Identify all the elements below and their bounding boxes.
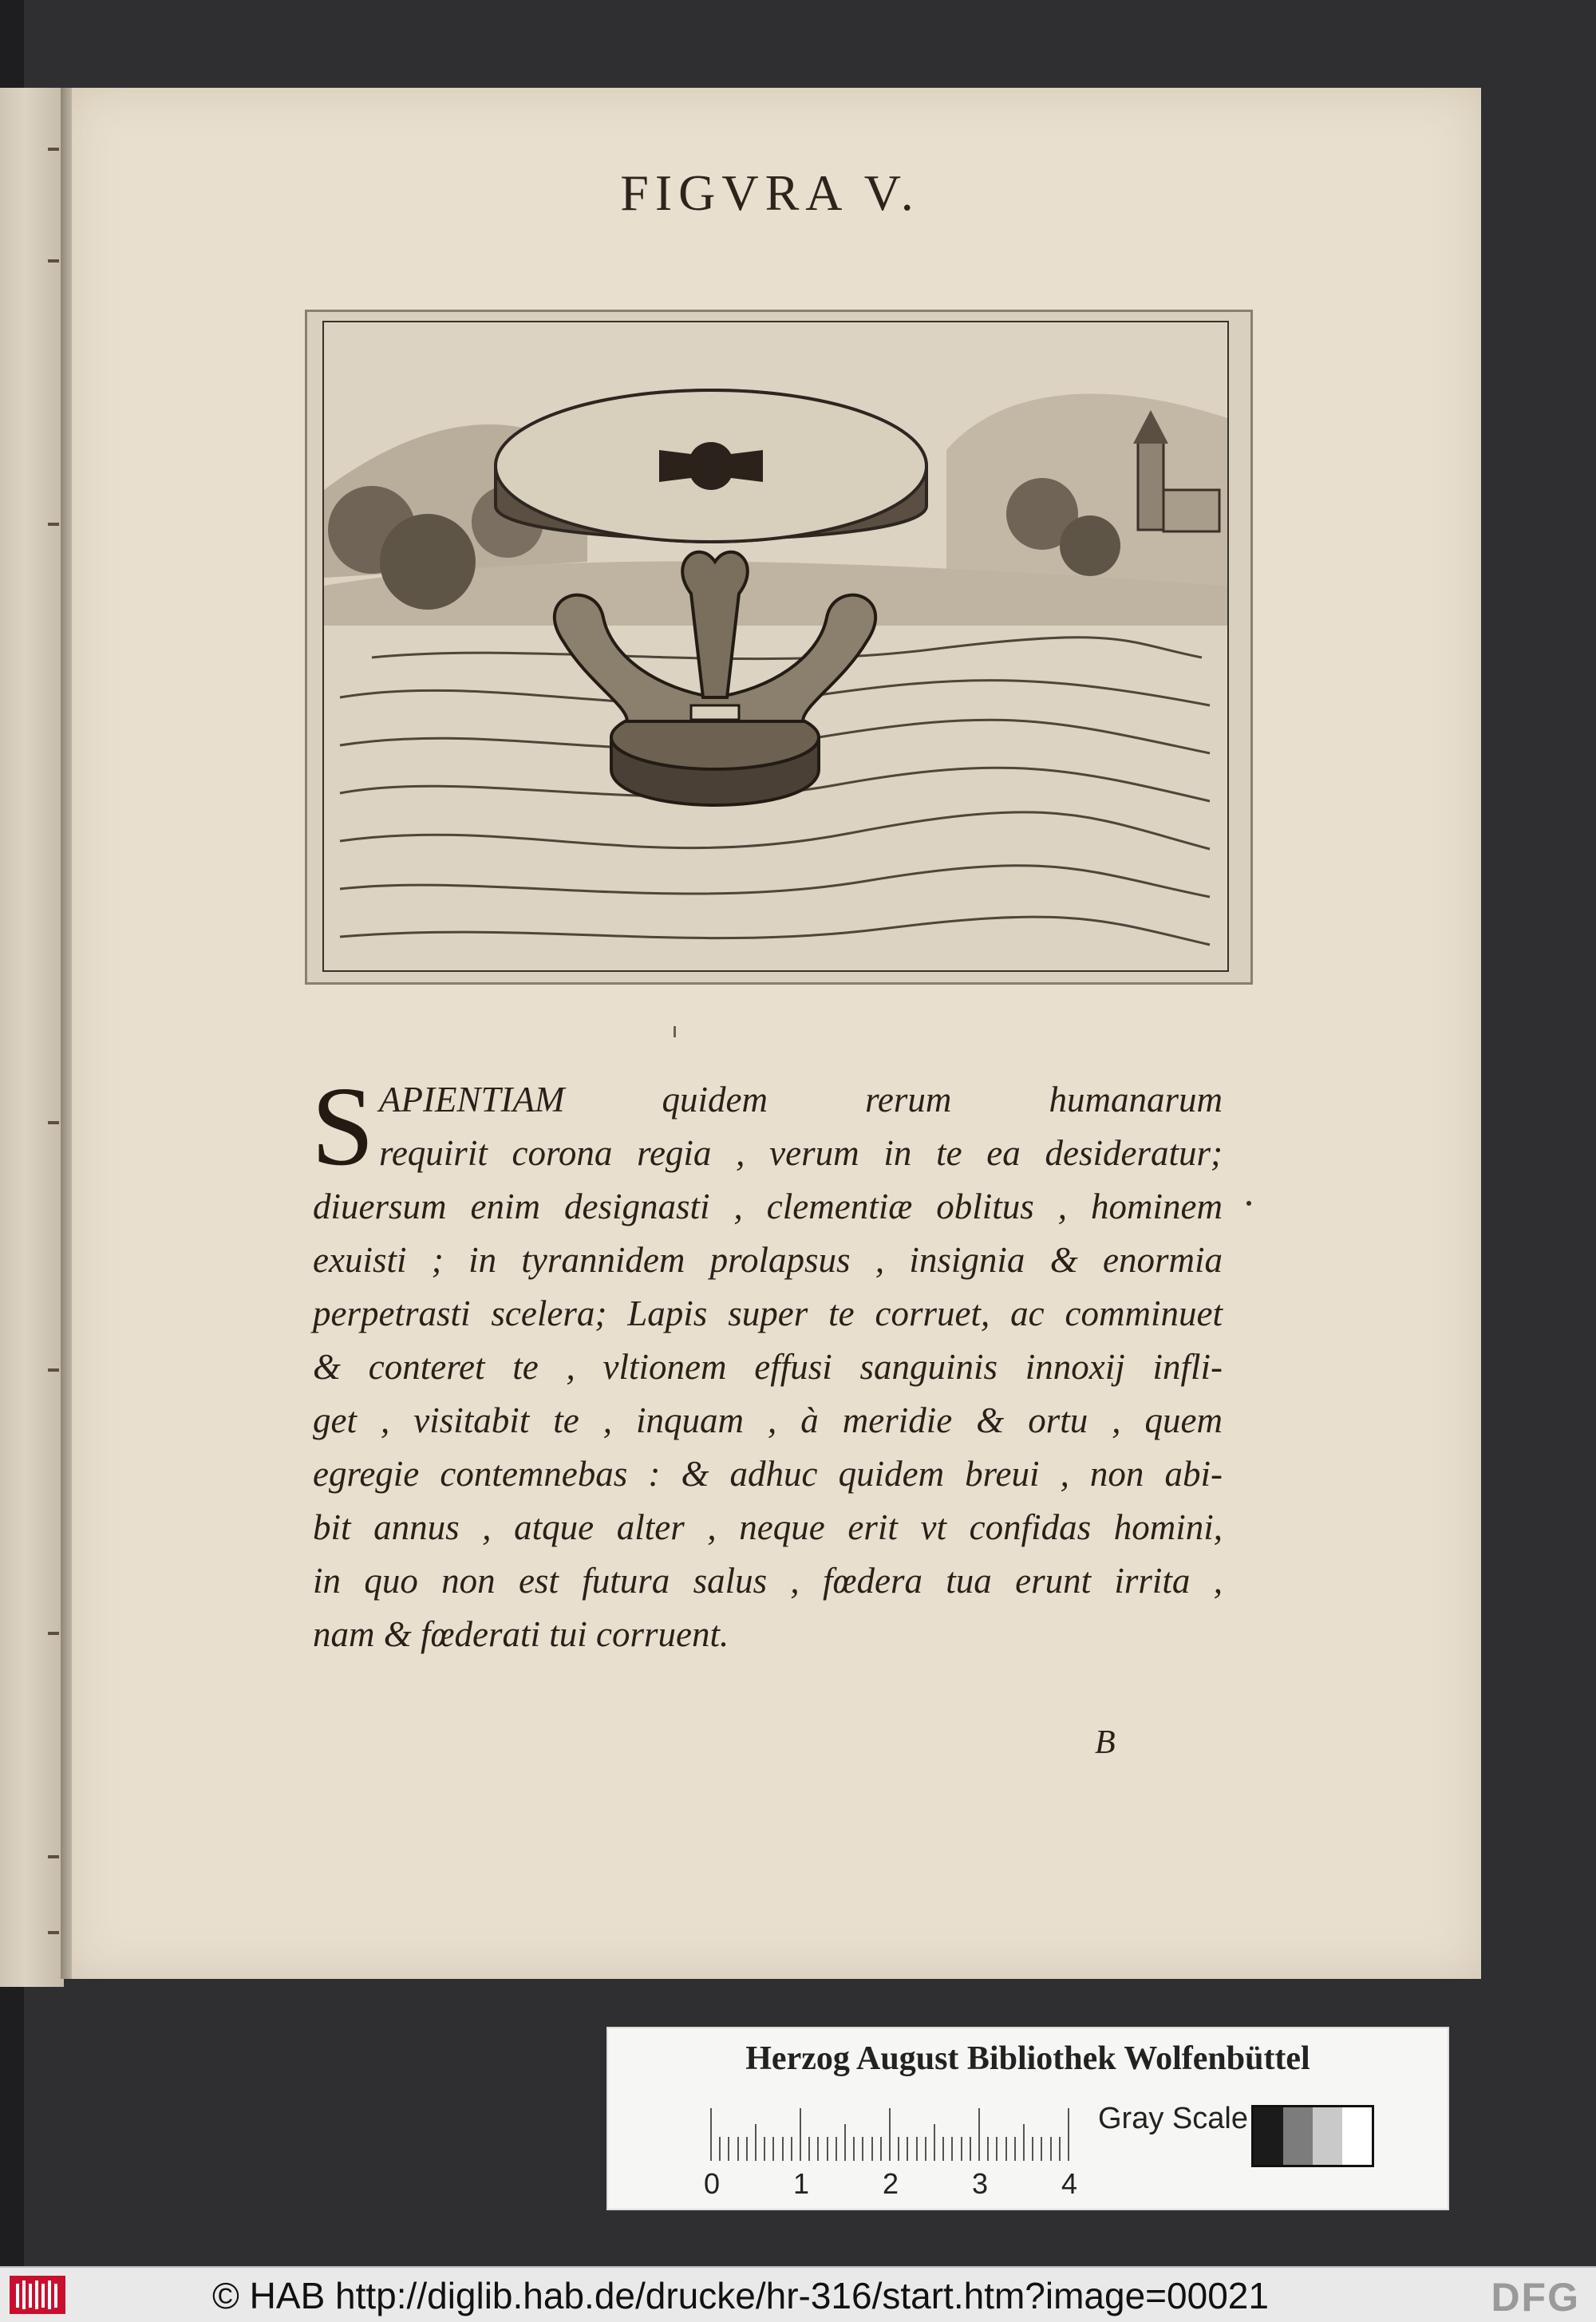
binding-stitch [48, 148, 59, 151]
ruler-tick [880, 2137, 882, 2161]
ruler-number: 1 [793, 2167, 810, 2200]
text-line: bit annus , atque alter , neque erit vt confidas homini, [313, 1507, 1223, 1547]
page-gutter [61, 88, 72, 1979]
ruler-tick [1059, 2137, 1061, 2161]
text-line: egregie contemnebas : & adhuc quidem breui , non abi- [313, 1454, 1223, 1494]
ruler-tick [934, 2124, 935, 2161]
binding-stitch [48, 1368, 59, 1372]
swatch-dark-gray [1283, 2107, 1313, 2165]
color-target-card [606, 2027, 1449, 2210]
margin-dot [1246, 1201, 1251, 1206]
ruler-tick [1032, 2137, 1033, 2161]
binding-stitch [48, 1931, 59, 1934]
library-name: Herzog August Bibliothek Wolfenbüttel [745, 2040, 1310, 2077]
binding-stitch [48, 259, 59, 263]
text-line: exuisti ; in tyrannidem prolapsus , insignia & enormia [313, 1240, 1223, 1280]
text-line: get , visitabit te , inquam , à meridie & ortu , quem [313, 1400, 1223, 1440]
swatch-light-gray [1313, 2107, 1342, 2165]
text-line: in quo non est futura salus , fœdera tua erunt irrita , [313, 1561, 1223, 1601]
ruler-tick [728, 2137, 729, 2161]
ruler-tick [889, 2108, 891, 2161]
text-line: & conteret te , vltionem effusi sanguinis innoxij infli- [313, 1347, 1223, 1387]
ruler-tick [764, 2137, 765, 2161]
binding-stitch [48, 1121, 59, 1124]
engraving-illustration [322, 321, 1229, 972]
latin-text-block [311, 1063, 1223, 1661]
swatch-black [1254, 2107, 1283, 2165]
ruler-tick [996, 2137, 998, 2161]
ruler-number: 2 [883, 2167, 899, 2200]
ruler-tick [844, 2124, 846, 2161]
text-line: diuersum enim designasti , clementiæ oblitus , hominem [313, 1187, 1223, 1226]
ruler-tick [710, 2108, 712, 2161]
copyright-url[interactable]: © HAB http://diglib.hab.de/drucke/hr-316/start.htm?image=00021 [212, 2275, 1269, 2316]
ruler-tick [951, 2137, 953, 2161]
ruler-tick [817, 2137, 819, 2161]
ruler-tick [1014, 2137, 1016, 2161]
ruler-tick [853, 2137, 855, 2161]
text-line: nam & fœderati tui corruent. [313, 1614, 729, 1654]
ruler-tick [808, 2137, 810, 2161]
ruler-number: 4 [1061, 2167, 1078, 2200]
ruler-tick [800, 2108, 801, 2161]
hab-logo-icon [10, 2276, 65, 2314]
ruler-tick [1023, 2124, 1025, 2161]
binding-stitch [48, 523, 59, 526]
ruler-tick [827, 2137, 828, 2161]
ruler-tick [791, 2137, 792, 2161]
engraving-drawing [324, 322, 1227, 970]
ruler-tick [836, 2137, 837, 2161]
ruler-tick [782, 2137, 784, 2161]
measurement-ruler [710, 2108, 1085, 2161]
binding-stitch [48, 1855, 59, 1858]
ruler-tick [755, 2124, 757, 2161]
ruler-tick [961, 2137, 962, 2161]
ruler-tick [772, 2137, 774, 2161]
swatch-white [1342, 2107, 1372, 2165]
text-line: APIENTIAM quidem rerum humanarum [378, 1080, 1223, 1120]
ruler-tick [916, 2137, 918, 2161]
page-title: FIGVRA V. [620, 164, 920, 221]
ruler-tick [978, 2108, 980, 2161]
ruler-tick [1041, 2137, 1042, 2161]
ruler-tick [737, 2137, 739, 2161]
binding-stitch [48, 1632, 59, 1635]
ruler-tick [970, 2137, 971, 2161]
ruler-tick [907, 2137, 908, 2161]
ruler-tick [898, 2137, 899, 2161]
ruler-tick [746, 2137, 748, 2161]
gray-scale-swatches [1251, 2105, 1374, 2167]
ruler-tick [1005, 2137, 1007, 2161]
ruler-tick [862, 2137, 863, 2161]
ruler-tick [942, 2137, 944, 2161]
drop-capital: S [311, 1063, 374, 1189]
ruler-number: 3 [972, 2167, 989, 2200]
ruler-tick [719, 2137, 721, 2161]
ruler-tick [1068, 2108, 1069, 2161]
gray-scale-label: Gray Scale [1098, 2102, 1248, 2135]
ruler-tick [987, 2137, 989, 2161]
ruler-tick [871, 2137, 873, 2161]
facing-page-edge [0, 88, 64, 1987]
ruler-tick [1050, 2137, 1052, 2161]
signature-mark: B [1095, 1724, 1116, 1761]
text-line: requirit corona regia , verum in te ea desideratur; [378, 1133, 1223, 1173]
text-line: perpetrasti scelera; Lapis super te corruet, ac comminuet [313, 1293, 1223, 1333]
page-mark [674, 1026, 676, 1037]
dfg-logo: DFG [1491, 2275, 1580, 2320]
footer-bar [0, 2266, 1596, 2322]
ruler-tick [925, 2137, 926, 2161]
ruler-number: 0 [704, 2167, 721, 2200]
